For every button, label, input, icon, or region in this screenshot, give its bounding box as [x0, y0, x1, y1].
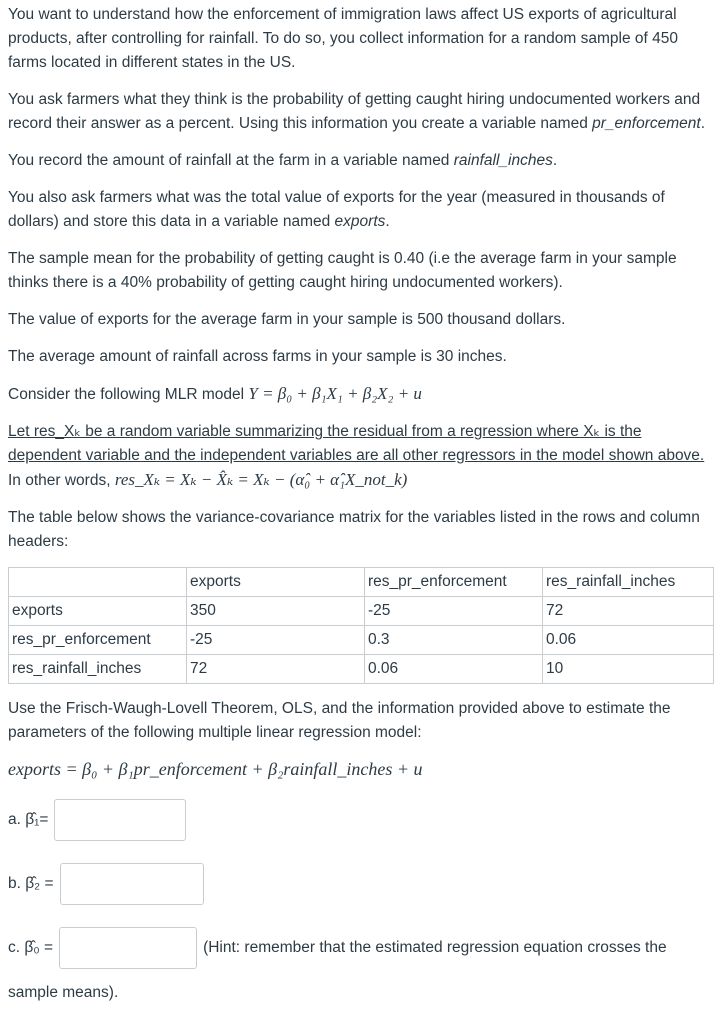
table-intro-paragraph: The table below shows the variance-covariance matrix for the variables listed in the rows and column headers: — [8, 509, 700, 550]
rain-end: . — [552, 152, 558, 169]
intro-paragraph: You want to understand how the enforcement of immigration laws affect US exports of agricultural products, after controlling for rainfall. To do so, you collect information for a random sample of 450 farms located in different states in the US. — [8, 6, 679, 71]
beta0-input[interactable] — [59, 927, 197, 969]
rain-text: You record the amount of rainfall at the farm in a variable named — [8, 152, 454, 169]
table-header-cell — [9, 568, 187, 597]
table-row — [9, 597, 714, 626]
mean-exports-paragraph: The value of exports for the average farm in your sample is 500 thousand dollars. — [8, 311, 566, 328]
table-cell: 72 — [187, 655, 365, 684]
ask-paragraph — [8, 88, 715, 136]
table-header-cell: exports — [187, 568, 365, 597]
table-cell: res_rainfall_inches — [9, 655, 187, 684]
answer-c-row — [8, 927, 715, 969]
answer-b-row — [8, 863, 715, 905]
table-cell: 0.3 — [365, 626, 543, 655]
var-exports: exports — [334, 213, 386, 230]
exports-paragraph — [8, 186, 715, 234]
table-cell: res_pr_enforcement — [9, 626, 187, 655]
table-cell: -25 — [187, 626, 365, 655]
residual-mid: In other words, — [8, 472, 115, 489]
ask-text: You ask farmers what they think is the probability of getting caught hiring undocumented workers and record their answer as a percent. Using this information you create a variable named — [8, 91, 701, 132]
var-rainfall: rainfall_inches — [453, 152, 553, 169]
beta1-input[interactable] — [54, 799, 186, 841]
table-row — [9, 626, 714, 655]
residual-definition: Let res_Xₖ be a random variable summarizing the residual from a regression where Xₖ is the dependent variable and the independent variables are all other regressors in the model shown above. — [8, 423, 705, 464]
answer-c-label: c. β̂₀ = — [8, 939, 54, 956]
ask-end: . — [700, 115, 706, 132]
table-header-row — [9, 568, 714, 597]
table-cell: -25 — [365, 597, 543, 626]
exports-end: . — [385, 213, 390, 230]
residual-equation: res_Xₖ = Xₖ − X̂ₖ = Xₖ − (α̂₀ + α̂₁X_not_k) — [114, 470, 408, 489]
var-pr-enforcement: pr_enforcement — [592, 115, 701, 132]
task-paragraph: Use the Frisch-Waugh-Lovell Theorem, OLS, and the information provided above to estimate the parameters of the following multiple linear regression model: — [8, 700, 671, 741]
mean-rain-paragraph: The average amount of rainfall across farms in your sample is 30 inches. — [8, 348, 507, 365]
exports-text: You also ask farmers what was the total value of exports for the year (measured in thousands of dollars) and store this data in a variable named — [8, 189, 665, 230]
table-cell: 350 — [187, 597, 365, 626]
table-row — [9, 655, 714, 684]
table-cell: 72 — [543, 597, 714, 626]
answer-a-row — [8, 799, 715, 841]
hint-continuation: sample means). — [8, 984, 119, 1001]
model-text: Consider the following MLR model — [8, 386, 249, 403]
table-header-cell: res_rainfall_inches — [543, 568, 714, 597]
table-cell: 10 — [543, 655, 714, 684]
model-paragraph — [8, 382, 715, 407]
answer-b-label: b. β̂₂ = — [8, 875, 54, 892]
model-equation: Y = β₀ + β₁X₁ + β₂X₂ + u — [248, 384, 422, 403]
covariance-table — [8, 567, 714, 684]
task-equation: exports = β₀ + β₁pr_enforcement + β₂rainfall_inches + u — [8, 759, 423, 779]
table-cell: 0.06 — [365, 655, 543, 684]
residual-paragraph — [8, 420, 715, 493]
rain-paragraph — [8, 149, 715, 173]
answer-a-label: a. β̂₁= — [8, 811, 49, 828]
hint-text: (Hint: remember that the estimated regression equation crosses the — [203, 939, 667, 956]
beta2-input[interactable] — [60, 863, 204, 905]
table-header-cell: res_pr_enforcement — [365, 568, 543, 597]
table-cell: 0.06 — [543, 626, 714, 655]
table-cell: exports — [9, 597, 187, 626]
mean-prob-paragraph: The sample mean for the probability of getting caught is 0.40 (i.e the average farm in your sample thinks there is a 40% probability of getting caught hiring undocumented workers). — [8, 250, 677, 291]
